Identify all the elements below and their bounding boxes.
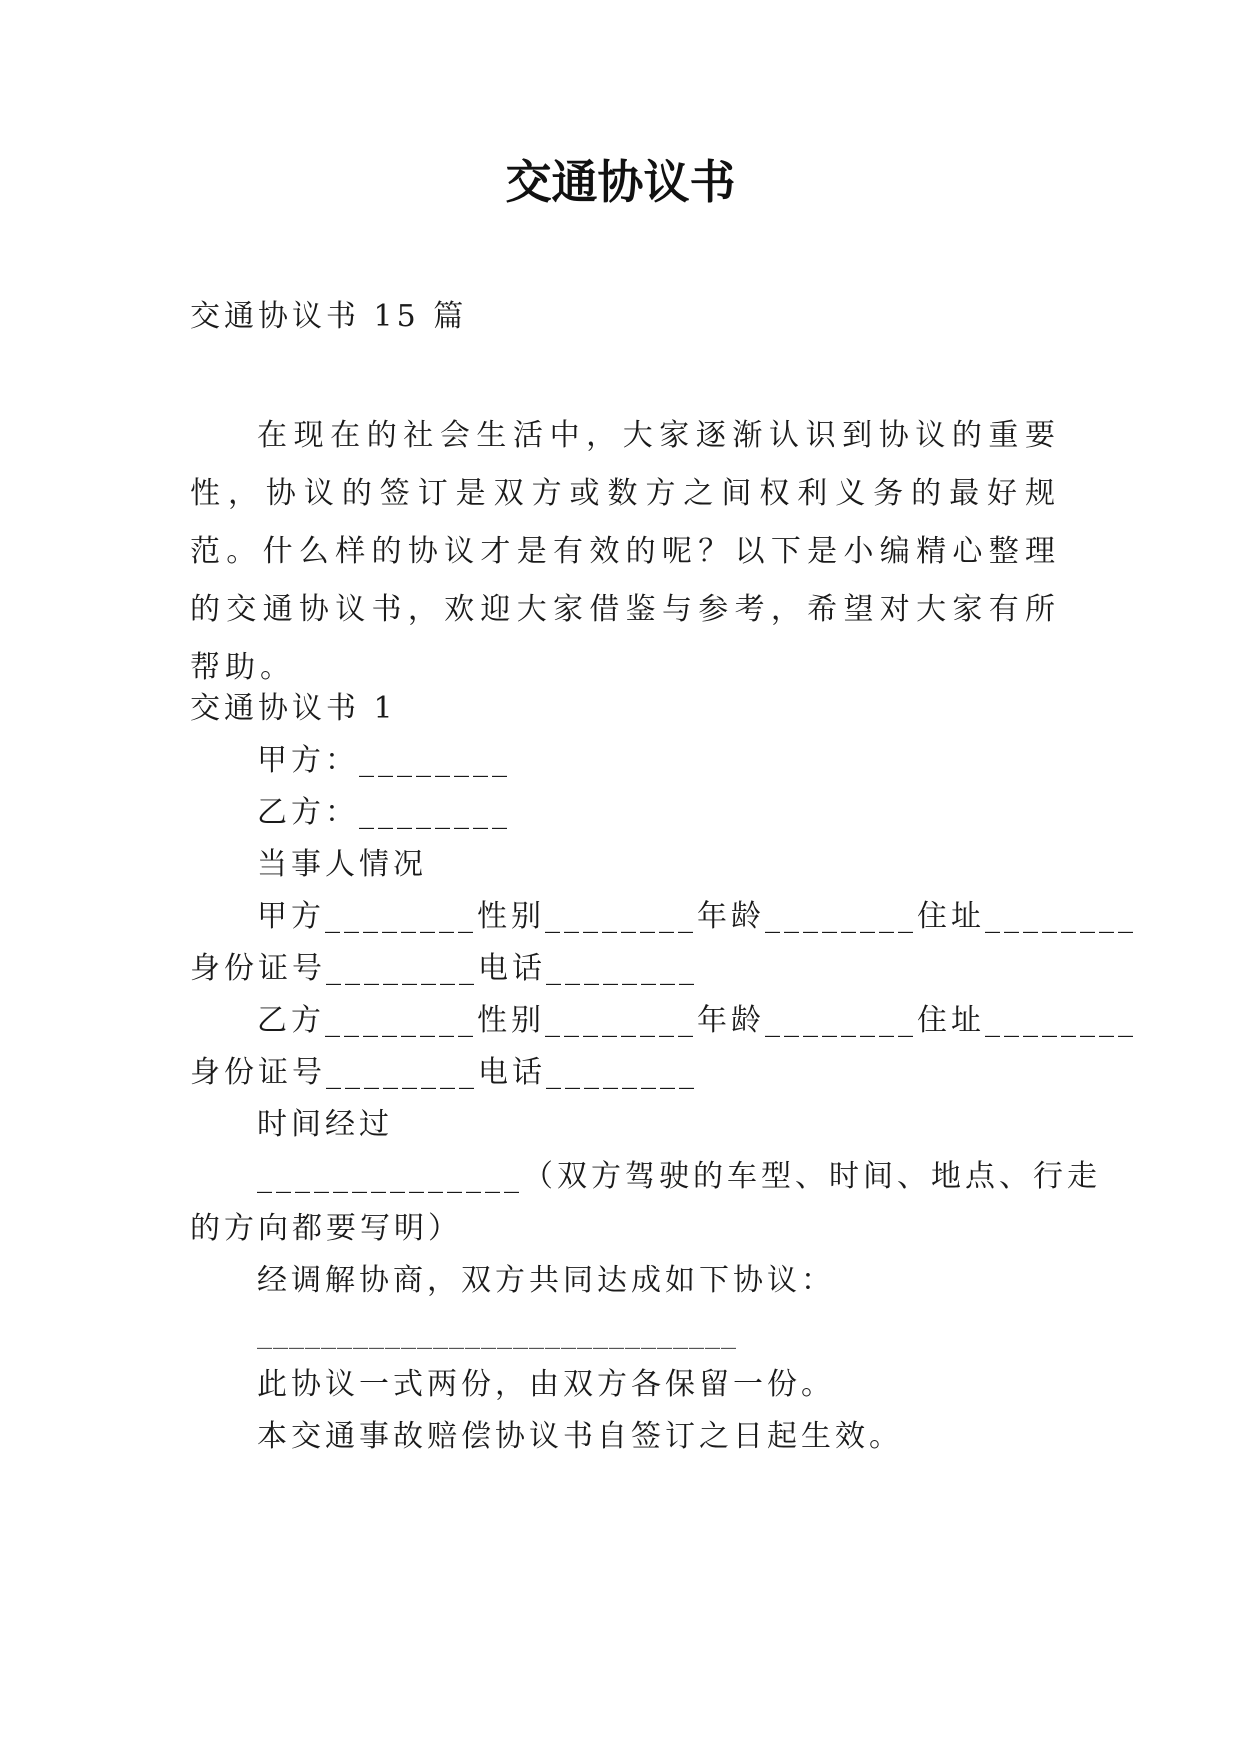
- party-a-id-line: 身份证号________电话________: [190, 951, 698, 986]
- incident-heading: 时间经过: [257, 1107, 393, 1142]
- party-a-field: 甲方：________: [257, 743, 511, 778]
- effective-statement: 本交通事故赔偿协议书自签订之日起生效。: [257, 1419, 903, 1454]
- party-b-id-line: 身份证号________电话________: [190, 1055, 698, 1090]
- party-a-details-line: 甲方________性别________年龄________住址________: [257, 899, 1137, 934]
- incident-description-line: ______________（双方驾驶的车型、时间、地点、行走: [257, 1159, 1101, 1194]
- incident-description-continued: 的方向都要写明）: [190, 1211, 462, 1246]
- document-title: 交通协议书: [505, 155, 736, 209]
- party-b-field: 乙方：________: [257, 795, 511, 830]
- party-b-details-line: 乙方________性别________年龄________住址________: [257, 1003, 1137, 1038]
- intro-paragraph: 在现在的社会生活中，大家逐渐认识到协议的重要性，协议的签订是双方或数方之间权利义务的最好规范。什么样的协议才是有效的呢？以下是小编精心整理的交通协议书，欢迎大家借鉴与参考，希望对大家有所帮助。: [190, 418, 1060, 685]
- mediation-statement: 经调解协商，双方共同达成如下协议：: [257, 1263, 835, 1298]
- parties-info-heading: 当事人情况: [257, 847, 427, 882]
- section-heading: 交通协议书 1: [190, 691, 397, 726]
- copies-statement: 此协议一式两份，由双方各保留一份。: [257, 1367, 835, 1402]
- agreement-blank-line: ______________________________: [257, 1315, 737, 1350]
- document-subtitle: 交通协议书 15 篇: [190, 299, 468, 334]
